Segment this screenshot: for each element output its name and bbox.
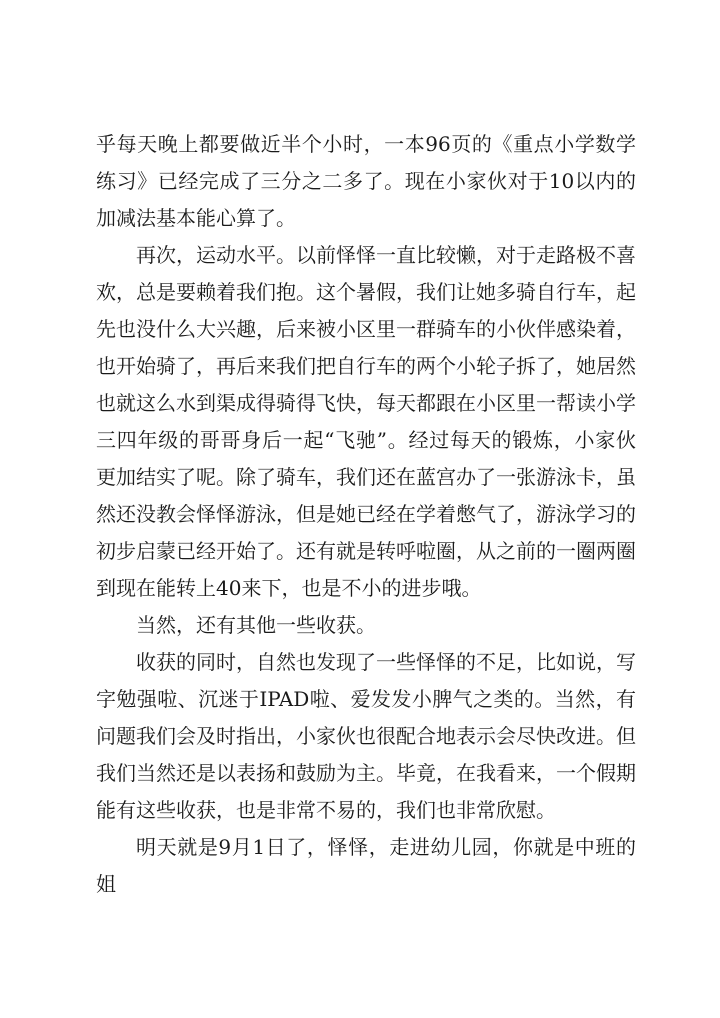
paragraph-5: 明天就是9月1日了，怿怿，走进幼儿园，你就是中班的姐 bbox=[96, 835, 636, 896]
paragraph-4: 收获的同时，自然也发现了一些怿怿的不足，比如说，写字勉强啦、沉迷于IPAD啦、爱发发小脾气之类的。当然，有问题我们会及时指出，小家伙也很配合地表示会尽快改进。但我们当然还是以表扬和鼓励为主。毕竟，在我看来，一个假期能有这些收获，也是非常不易的，我们也非常欣慰。 bbox=[96, 650, 636, 822]
paragraph-2: 再次，运动水平。以前怿怿一直比较懒，对于走路极不喜欢，总是要赖着我们抱。这个暑假，我们让她多骑自行车，起先也没什么大兴趣，后来被小区里一群骑车的小伙伴感染着，也开始骑了，再后来我们把自行车的两个小轮子拆了，她居然也就这么水到渠成得骑得飞快，每天都跟在小区里一帮读小学三四年级的哥哥身后一起“飞驰”。经过每天的锻炼，小家伙更加结实了呢。除了骑车，我们还在蓝宫办了一张游泳卡，虽然还没教会怿怿游泳，但是她已经在学着憋气了，游泳学习的初步启蒙已经开始了。还有就是转呼啦圈，从之前的一圈两圈到现在能转上40来下，也是不小的进步哦。 bbox=[96, 243, 636, 600]
document-body bbox=[96, 126, 636, 903]
paragraph-1: 乎每天晚上都要做近半个小时，一本96页的《重点小学数学练习》已经完成了三分之二多了。现在小家伙对于10以内的加减法基本能心算了。 bbox=[96, 132, 636, 230]
paragraph-3: 当然，还有其他一些收获。 bbox=[136, 613, 376, 637]
